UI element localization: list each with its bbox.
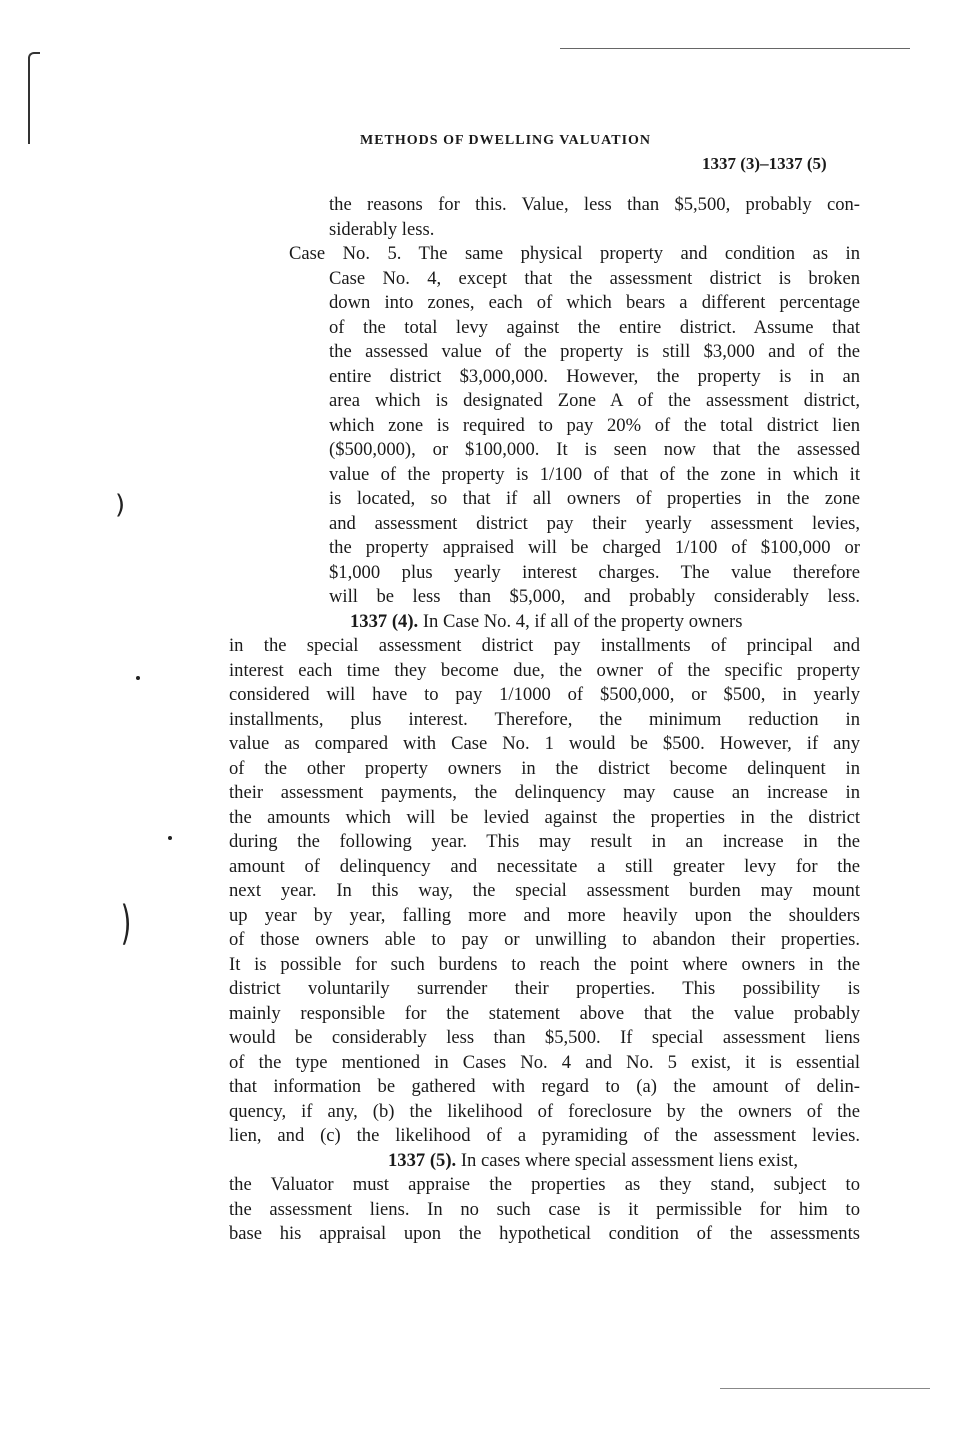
text-line: mainly responsible for the statement above that the value probably [229, 1002, 860, 1024]
text-line: It is possible for such burdens to reach the point where owners in the [229, 953, 860, 975]
scan-corner-mark [28, 52, 40, 144]
text-line: area which is designated Zone A of the assessment district, [329, 390, 860, 411]
text-line: ($500,000), or $100,000. It is seen now that the assessed [329, 439, 860, 460]
text-line: the amounts which will be levied against the properties in the district [229, 806, 860, 828]
margin-bracket-mark: ) [120, 896, 132, 950]
margin-bracket-mark: ) [115, 490, 126, 520]
text-line: and assessment district pay their yearly assessment levies, [329, 512, 860, 534]
text-line: entire district $3,000,000. However, the property is in an [329, 365, 860, 387]
text-line: amount of delinquency and necessitate a still greater levy for the [229, 855, 860, 877]
scan-bottom-rule [720, 1388, 930, 1389]
text-line: of those owners able to pay or unwilling to abandon their properties. [229, 929, 860, 950]
text-line: which zone is required to pay 20% of the total district lien [329, 414, 860, 436]
text-line: interest each time they become due, the owner of the specific property [229, 659, 860, 681]
text-line: the reasons for this. Value, less than $5,500, probably con- [329, 194, 860, 215]
section-1337-5-first-line [229, 1149, 860, 1174]
text-line: that information be gathered with regard to (a) the amount of delin- [229, 1076, 860, 1097]
text-line: is located, so that if all owners of properties in the zone [329, 488, 860, 509]
text-line: base his appraisal upon the hypothetical condition of the assessments [229, 1223, 860, 1244]
text-line: $1,000 plus yearly interest charges. The value therefore [329, 561, 860, 583]
text-line: considered will have to pay 1/1000 of $500,000, or $500, in yearly [229, 684, 860, 705]
text-line: district voluntarily surrender their properties. This possibility is [229, 978, 860, 999]
text-line: next year. In this way, the special assessment burden may mount [229, 880, 860, 901]
text-line: down into zones, each of which bears a different percentage [329, 292, 860, 313]
text-line: will be less than $5,000, and probably considerably less. [329, 586, 860, 607]
text-line: the Valuator must appraise the properties as they stand, subject to [229, 1174, 860, 1195]
text-line: lien, and (c) the likelihood of a pyramiding of the assessment levies. [229, 1125, 860, 1146]
text-line: the assessed value of the property is still $3,000 and of the [329, 341, 860, 362]
section-number-1337-4: 1337 (4). [350, 610, 419, 632]
case-5-heading-line: Case No. 5. The same physical property and condition as in [289, 243, 860, 264]
text-line: value as compared with Case No. 1 would be $500. However, if any [229, 733, 860, 754]
text-line: of the total levy against the entire district. Assume that [329, 316, 860, 338]
text-line: value of the property is 1/100 of that of the zone in which it [329, 463, 860, 485]
text-line: quency, if any, (b) the likelihood of foreclosure by the owners of the [229, 1100, 860, 1122]
text-line: during the following year. This may result in an increase in the [229, 831, 860, 852]
text-line: the property appraised will be charged 1/100 of $100,000 or [329, 537, 860, 558]
text-line: the assessment liens. In no such case is it permissible for him to [229, 1198, 860, 1220]
text-line-fragment: In Case No. 4, if all of the property owners [422, 610, 743, 632]
page-body [0, 193, 979, 1247]
text-line: their assessment payments, the delinquency may cause an increase in [229, 782, 860, 803]
section-number-1337-5: 1337 (5). [388, 1149, 457, 1171]
text-line: of the type mentioned in Cases No. 4 and No. 5 exist, it is essential [229, 1051, 860, 1073]
section-1337-4-first-line [229, 610, 860, 635]
text-line: Case No. 4, except that the assessment district is broken [329, 267, 860, 289]
text-line: installments, plus interest. Therefore, the minimum reduction in [229, 708, 860, 730]
text-line: of the other property owners in the district become delinquent in [229, 757, 860, 779]
running-head-section-ref: 1337 (3)–1337 (5) [702, 154, 827, 173]
text-line-fragment: In cases where special assessment liens exist, [460, 1149, 798, 1171]
text-line: up year by year, falling more and more heavily upon the shoulders [229, 904, 860, 926]
running-head-title: METHODS OF DWELLING VALUATION [360, 133, 652, 148]
text-line: siderably less. [329, 218, 435, 240]
text-line: in the special assessment district pay installments of principal and [229, 635, 860, 656]
scan-top-rule [560, 48, 910, 49]
text-line: would be considerably less than $5,500. If special assessment liens [229, 1027, 860, 1048]
